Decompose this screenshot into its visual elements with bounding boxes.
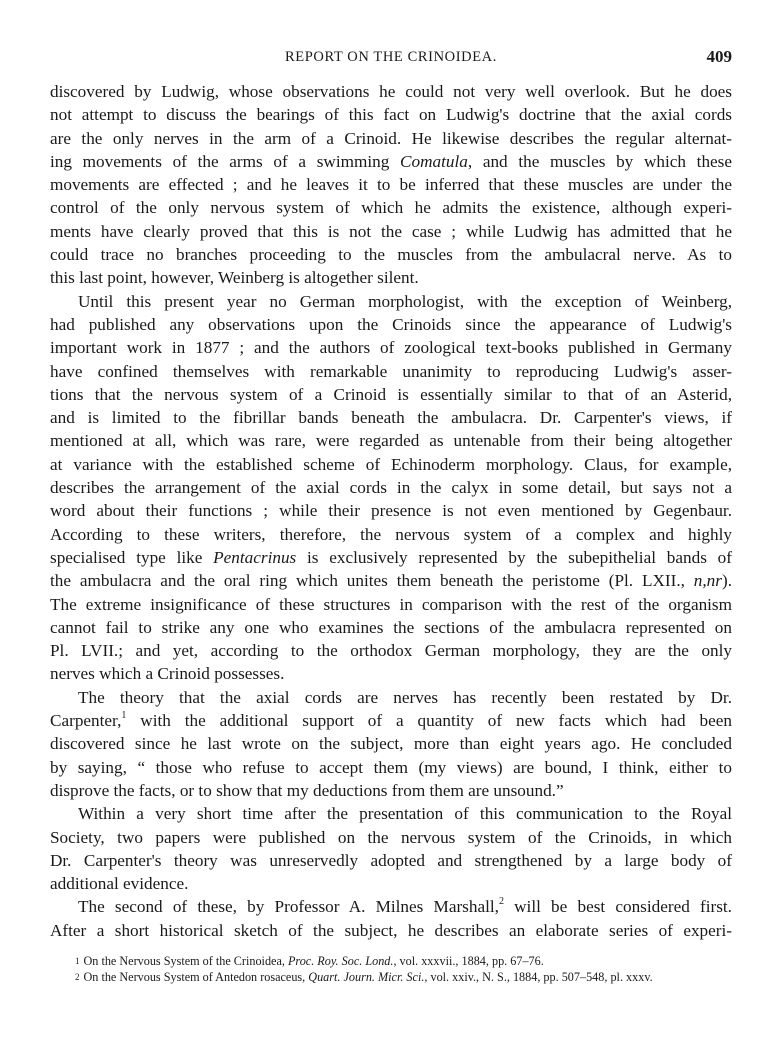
- text-span: will be best considered first.: [503, 897, 732, 917]
- text-line: had published any observations upon the Crinoids since the appearance of Ludwig's: [50, 314, 732, 334]
- footnote-mark: 1: [75, 956, 80, 966]
- text-line: According to these writers, therefore, the nervous system of a complex and highly: [50, 524, 732, 544]
- footnotes: [75, 953, 735, 985]
- text-span: Carpenter,: [50, 711, 122, 731]
- footnote-citation: , vol. xxiv., N. S., 1884, pp. 507–548, pl. xxxv.: [424, 970, 653, 984]
- text-line: nerves which a Crinoid possesses.: [50, 664, 285, 684]
- journal-title-italic: Quart. Journ. Micr. Sci.: [308, 970, 425, 984]
- text-line: Society, two papers were published on the nervous system of the Crinoids, in which: [50, 827, 732, 847]
- text-line: [50, 709, 732, 732]
- text-line: important work in 1877 ; and the authors of zoological text-books published in Germany: [50, 338, 732, 358]
- paragraph-first-line: Until this present year no German morphologist, with the exception of Weinberg,: [78, 291, 732, 311]
- text-line: describes the arrangement of the axial cords in the calyx in some detail, but says not a: [50, 478, 732, 498]
- footnote-mark: 2: [75, 972, 80, 982]
- running-title: REPORT ON THE CRINOIDEA.: [285, 49, 497, 65]
- text-line: could trace no branches proceeding to the muscles from the ambulacral nerve. As to: [50, 245, 732, 265]
- footnote-2: [75, 969, 735, 985]
- text-line: word about their functions ; while their presence is not even mentioned by Gegenbaur.: [50, 501, 732, 521]
- plate-label-italic: n,nr: [693, 571, 722, 591]
- text-span: ).: [721, 571, 732, 591]
- genus-name-italic: Pentacrinus: [213, 547, 297, 567]
- text-span: The second of these, by Professor A. Milnes Marshall,: [78, 897, 499, 917]
- text-line: mentioned at all, which was rare, were regarded as untenable from their being altogether: [50, 431, 732, 451]
- text-line: additional evidence.: [50, 874, 189, 894]
- text-line: disprove the facts, or to show that my deductions from them are unsound.”: [50, 780, 564, 800]
- text-span: with the additional support of a quantity of new facts which had been: [126, 711, 732, 731]
- text-line: [50, 150, 732, 173]
- running-header: [50, 47, 732, 69]
- text-span: specialised type like: [50, 547, 214, 567]
- footnote-1: [75, 953, 735, 969]
- text-line: ments have clearly proved that this is not the case ; while Ludwig has admitted that he: [50, 221, 732, 241]
- journal-title-italic: Proc. Roy. Soc. Lond.: [287, 954, 394, 968]
- text-line: tions that the nervous system of a Crinoid is essentially similar to that of an Asterid,: [50, 384, 732, 404]
- text-line: discovered since he last wrote on the subject, more than eight years ago. He concluded: [50, 734, 732, 754]
- footnote-citation: , vol. xxxvii., 1884, pp. 67–76.: [393, 954, 544, 968]
- text-line: not attempt to discuss the bearings of this fact on Ludwig's doctrine that the axial cords: [50, 105, 732, 125]
- text-line: this last point, however, Weinberg is altogether silent.: [50, 268, 419, 288]
- text-line: cannot fail to strike any one who examines the sections of the ambulacra represented on: [50, 617, 732, 637]
- text-span: the ambulacra and the oral ring which unites them beneath the peristome (Pl. LXII.,: [50, 571, 694, 591]
- text-line: [50, 546, 732, 569]
- text-line: [50, 569, 732, 592]
- paragraph-first-line: The theory that the axial cords are nerves has recently been restated by Dr.: [78, 687, 732, 707]
- text-span: , and the muscles by which these: [467, 151, 732, 171]
- footnote-ref-2[interactable]: 2: [498, 896, 504, 908]
- text-line: have confined themselves with remarkable unanimity to reproducing Ludwig's asser-: [50, 361, 732, 381]
- text-line: discovered by Ludwig, whose observations he could not very well overlook. But he does: [50, 82, 732, 101]
- text-line: Dr. Carpenter's theory was unreservedly adopted and strengthened by a large body of: [50, 850, 732, 870]
- text-line: The extreme insignificance of these structures in comparison with the rest of the organism: [50, 594, 732, 614]
- genus-name-italic: Comatula: [400, 151, 468, 171]
- text-line: and is limited to the fibrillar bands beneath the ambulacra. Dr. Carpenter's views, if: [50, 408, 732, 428]
- text-line: control of the only nervous system of which he admits the existence, although experi-: [50, 198, 732, 218]
- page-number: 409: [706, 47, 732, 66]
- footnote-ref-1[interactable]: 1: [121, 710, 127, 722]
- footnote-text: On the Nervous System of Antedon rosaceus,: [83, 970, 309, 984]
- text-line: After a short historical sketch of the subject, he describes an elaborate series of experi-: [50, 920, 732, 940]
- text-span: is exclusively represented by the subepithelial bands of: [296, 547, 732, 567]
- text-line: at variance with the established scheme of Echinoderm morphology. Claus, for example,: [50, 454, 732, 474]
- text-line: movements are effected ; and he leaves it to be inferred that these muscles are under the: [50, 175, 732, 195]
- paragraph-first-line: [50, 895, 732, 918]
- text-span: ing movements of the arms of a swimming: [50, 151, 401, 171]
- body-text: [50, 80, 732, 942]
- paragraph-first-line: Within a very short time after the presentation of this communication to the Royal: [78, 804, 732, 824]
- text-line: by saying, “ those who refuse to accept them (my views) are bound, I think, either to: [50, 757, 732, 777]
- footnote-text: On the Nervous System of the Crinoidea,: [83, 954, 288, 968]
- text-line: are the only nerves in the arm of a Crinoid. He likewise describes the regular alternat-: [50, 128, 732, 148]
- text-line: Pl. LVII.; and yet, according to the orthodox German morphology, they are the only: [50, 641, 732, 661]
